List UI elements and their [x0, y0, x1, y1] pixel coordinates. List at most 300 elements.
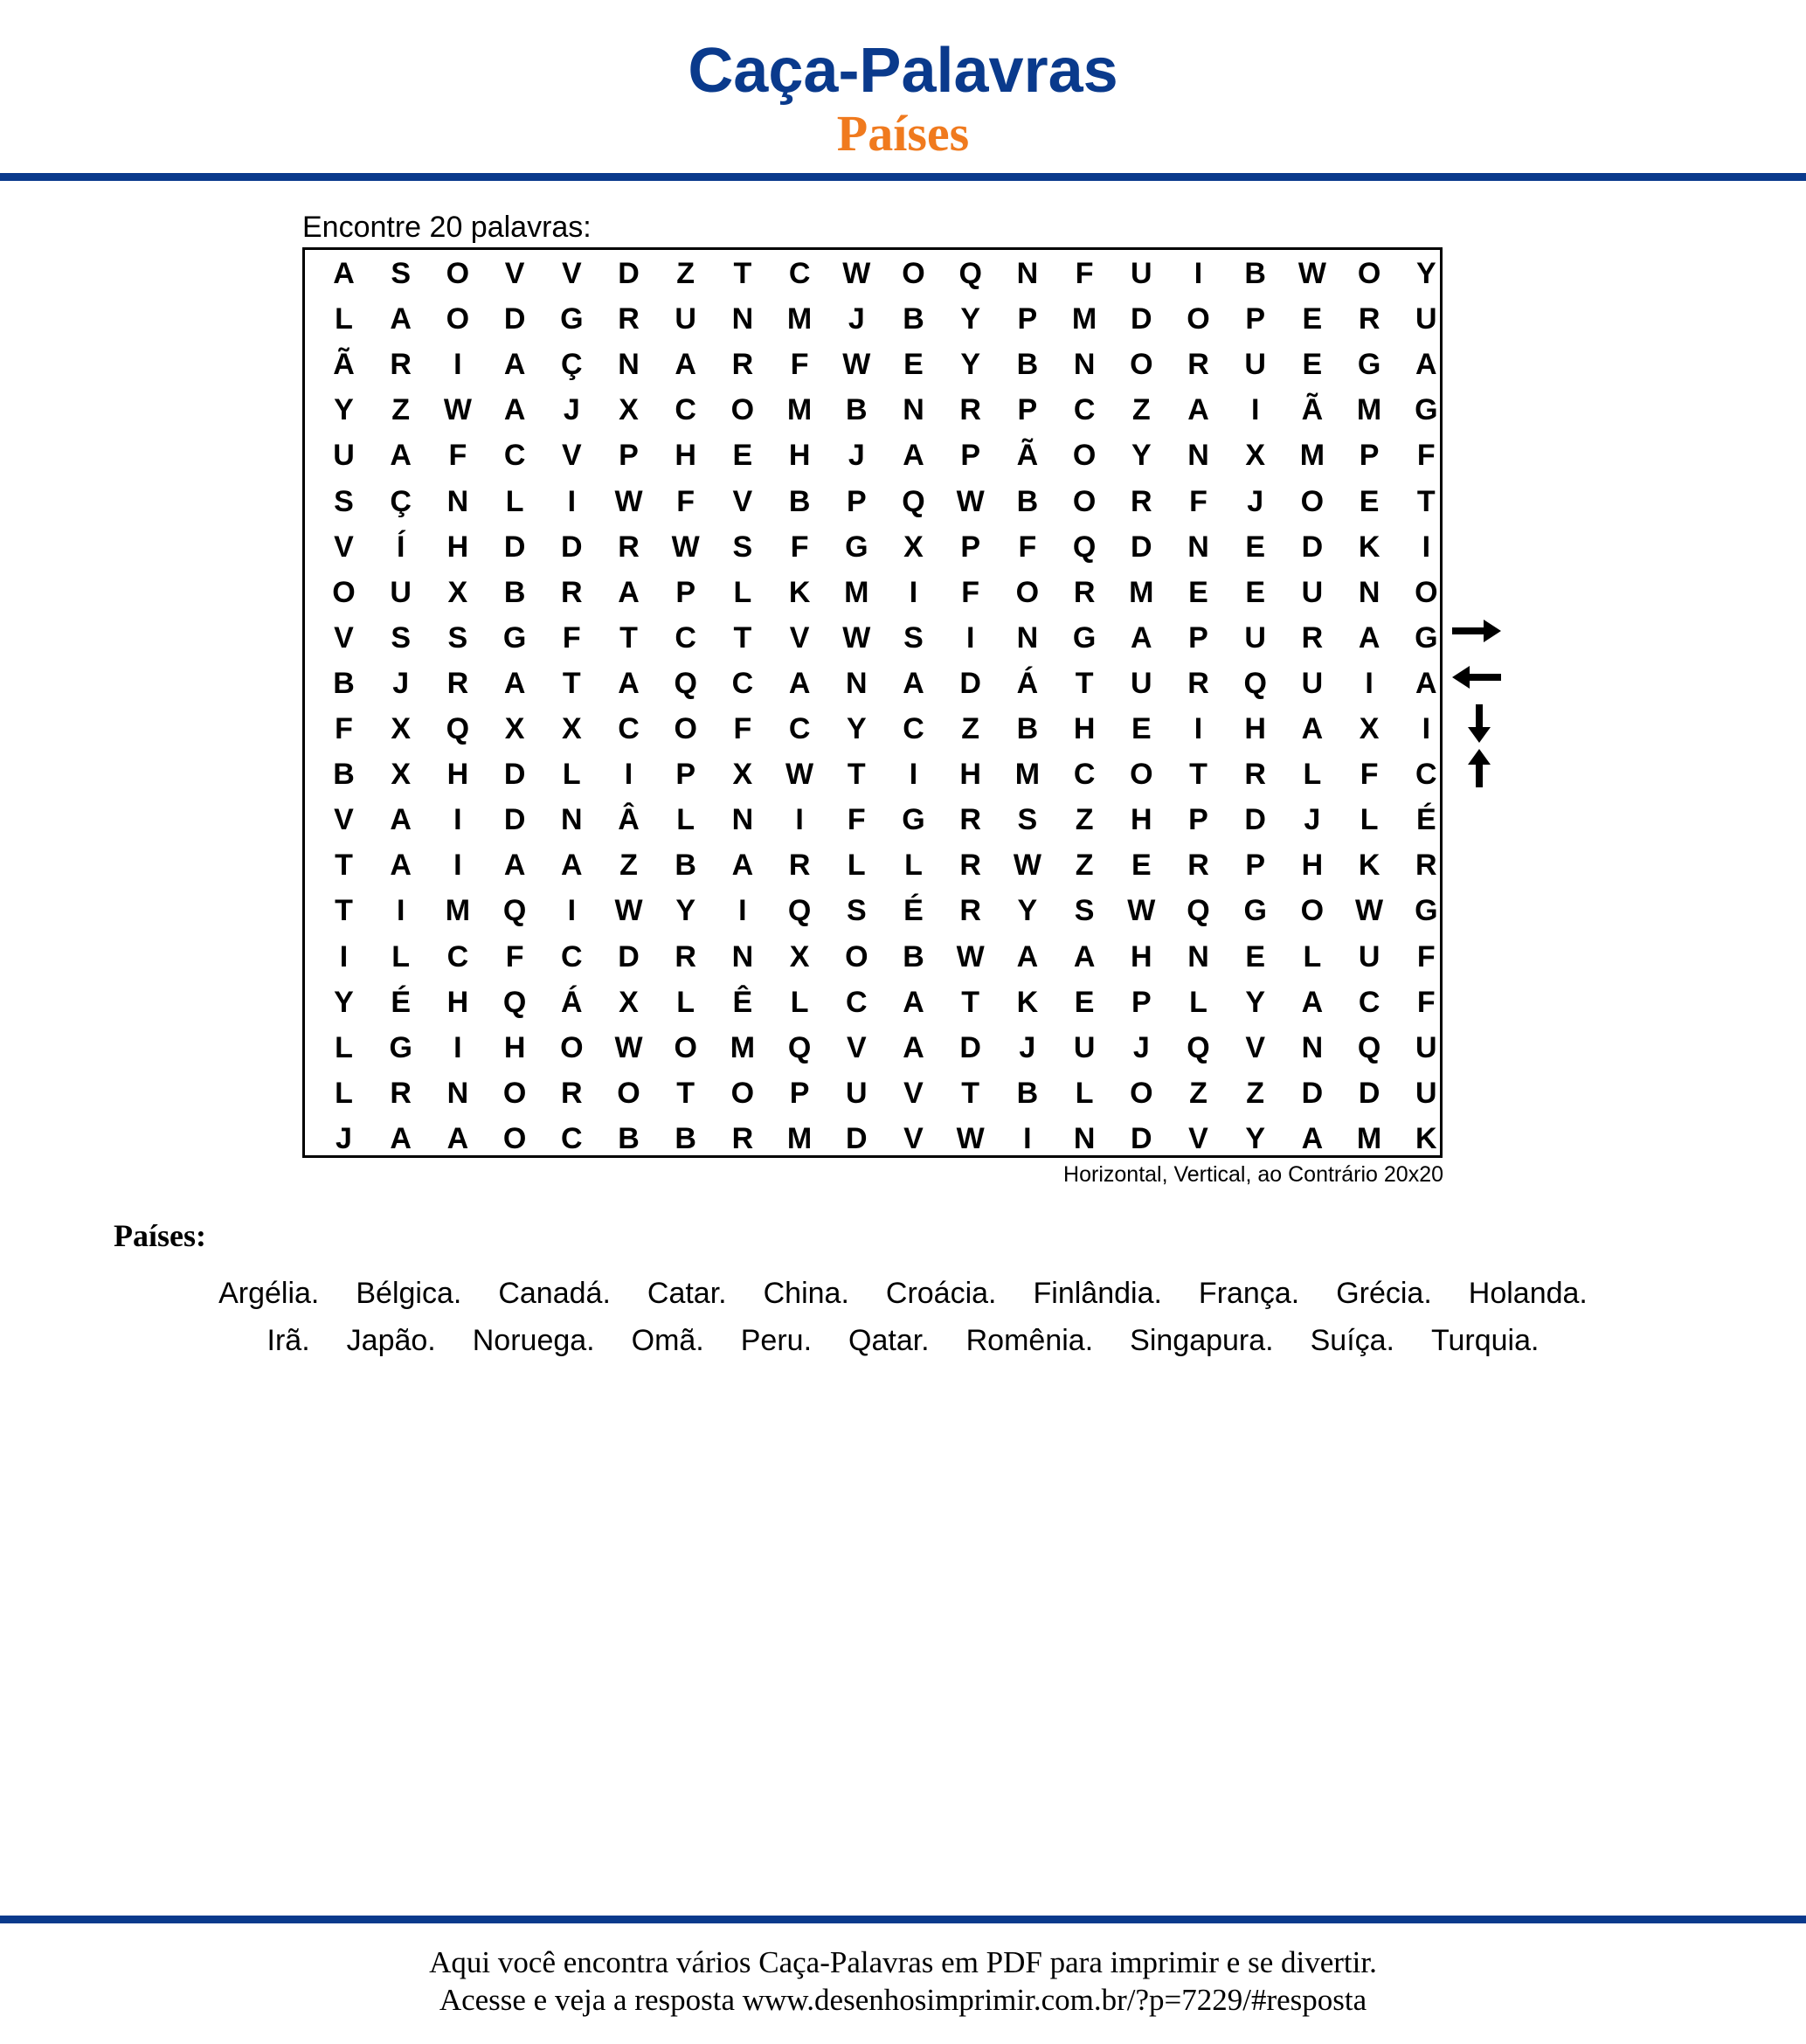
grid-letter: I — [1194, 712, 1203, 745]
grid-letter: O — [674, 1030, 697, 1064]
grid-letter: K — [788, 575, 811, 609]
grid-letter: E — [1131, 849, 1152, 883]
grid-letter: F — [790, 348, 809, 382]
grid-letter: I — [453, 1030, 462, 1064]
word-list-row — [0, 1274, 1806, 1313]
grid-letter: I — [396, 894, 405, 928]
grid-letter: A — [390, 302, 412, 336]
grid-letter: A — [503, 393, 526, 427]
grid-letter: A — [903, 1030, 924, 1064]
grid-letter: O — [1300, 484, 1325, 518]
grid-letter: M — [786, 1121, 813, 1155]
grid-letter: Q — [1072, 530, 1097, 564]
grid-letter: N — [1187, 439, 1209, 473]
grid-letter: O — [1415, 575, 1438, 609]
grid-letter: R — [1187, 348, 1209, 382]
word-search-grid — [302, 247, 1443, 1158]
grid-letter: T — [335, 894, 353, 928]
grid-letter: N — [903, 393, 924, 427]
grid-letter: H — [1244, 712, 1266, 745]
grid-letter: R — [1415, 849, 1437, 883]
word-list-item: Qatar. — [848, 1324, 930, 1357]
grid-letter: N — [446, 1076, 469, 1110]
word-list-item: Bélgica. — [356, 1277, 462, 1310]
grid-letter: D — [503, 302, 526, 336]
grid-letter: F — [1189, 484, 1207, 518]
grid-letter: L — [1303, 939, 1322, 973]
grid-letter: A — [903, 439, 924, 473]
word-list-item: Peru. — [740, 1324, 813, 1357]
grid-letter: W — [956, 484, 985, 518]
word-list-item: Grécia. — [1336, 1277, 1432, 1310]
grid-letter: X — [789, 939, 810, 973]
grid-letter: U — [1415, 1076, 1437, 1110]
grid-letter: A — [1358, 620, 1380, 655]
grid-letter: L — [847, 849, 866, 883]
grid-letter: T — [961, 1076, 980, 1110]
grid-letter: Y — [846, 712, 867, 745]
grid-letter: Ç — [390, 484, 412, 518]
grid-letter: P — [960, 439, 981, 473]
grid-letter: N — [561, 803, 583, 837]
grid-letter: I — [965, 620, 975, 655]
grid-letter: H — [446, 758, 469, 792]
grid-letter: I — [453, 803, 462, 837]
grid-letter: M — [1071, 302, 1097, 336]
grid-letter: F — [1075, 257, 1094, 290]
grid-letter: U — [390, 575, 412, 609]
grid-letter: C — [731, 666, 754, 700]
grid-letter: Á — [1016, 666, 1039, 700]
grid-letter: G — [560, 302, 584, 336]
grid-letter: E — [1245, 530, 1266, 564]
grid-letter: Y — [1415, 257, 1436, 290]
grid-letter: Q — [1243, 666, 1267, 700]
grid-letter: R — [1301, 620, 1324, 655]
grid-letter: X — [732, 758, 753, 792]
grid-letter: R — [390, 348, 412, 382]
grid-letter: O — [1130, 758, 1153, 792]
grid-letter: Ê — [732, 985, 753, 1019]
grid-letter: K — [1016, 985, 1039, 1019]
grid-letter: B — [903, 939, 924, 973]
grid-letter: R — [1244, 758, 1266, 792]
grid-letter: A — [903, 666, 924, 700]
grid-letter: O — [332, 575, 356, 609]
grid-letter: P — [1131, 985, 1152, 1019]
grid-letter: W — [614, 484, 643, 518]
grid-letter: S — [903, 620, 924, 655]
grid-letter: N — [1187, 939, 1209, 973]
grid-letter: H — [959, 758, 981, 792]
grid-letter: P — [619, 439, 639, 473]
word-list-item: Omã. — [631, 1324, 704, 1357]
grid-letter: Ã — [1301, 393, 1324, 427]
grid-letter: Á — [561, 985, 583, 1019]
grid-letter: U — [1301, 575, 1324, 609]
grid-letter: H — [788, 439, 811, 473]
grid-letter: A — [1131, 620, 1152, 655]
grid-letter: U — [333, 439, 355, 473]
grid-letter: S — [1074, 894, 1095, 928]
grid-letter: E — [732, 439, 753, 473]
grid-letter: U — [1301, 666, 1324, 700]
grid-letter: V — [504, 257, 525, 290]
grid-letter: F — [733, 712, 752, 745]
word-list-item: Suíça. — [1310, 1324, 1394, 1357]
grid-letter: P — [789, 1076, 810, 1110]
grid-letter: W — [614, 894, 643, 928]
grid-letter: A — [390, 1121, 412, 1155]
grid-letter: Ã — [1016, 439, 1039, 473]
grid-letter: U — [1131, 257, 1152, 290]
grid-letter: Y — [334, 985, 354, 1019]
grid-letter: V — [903, 1076, 924, 1110]
grid-letter: R — [959, 393, 981, 427]
grid-letter: B — [503, 575, 526, 609]
grid-letter: C — [446, 939, 469, 973]
grid-letter: W — [1013, 849, 1041, 883]
grid-letter: O — [502, 1121, 527, 1155]
grid-letter: A — [503, 849, 526, 883]
grid-letter: D — [1131, 1121, 1152, 1155]
grid-letter: O — [1187, 302, 1210, 336]
grid-letter: Q — [1187, 1030, 1210, 1064]
puzzle-instruction: Encontre 20 palavras: — [302, 211, 592, 244]
arrow-left-icon — [1450, 663, 1503, 691]
grid-letter: F — [790, 530, 809, 564]
grid-letter: I — [567, 894, 577, 928]
grid-letter: E — [1302, 302, 1323, 336]
grid-letter: O — [730, 393, 755, 427]
grid-letter: M — [1299, 439, 1325, 473]
grid-letter: L — [676, 985, 695, 1019]
grid-letter: B — [903, 302, 924, 336]
grid-letter: P — [1017, 393, 1038, 427]
grid-letter: T — [1075, 666, 1094, 700]
grid-letter: M — [445, 894, 471, 928]
grid-letter: P — [1188, 620, 1208, 655]
grid-letter: P — [846, 484, 867, 518]
grid-letter: X — [903, 530, 924, 564]
grid-letter: Ã — [333, 348, 355, 382]
grid-letter: X — [391, 712, 412, 745]
arrow-down-icon — [1465, 703, 1493, 745]
grid-letter: D — [618, 939, 640, 973]
grid-letter: D — [1131, 302, 1152, 336]
grid-letter: D — [503, 530, 526, 564]
arrow-up-icon — [1465, 747, 1493, 789]
grid-letter: V — [903, 1121, 924, 1155]
grid-letter: Y — [960, 302, 981, 336]
grid-letter: J — [848, 439, 865, 473]
grid-letter: Y — [675, 894, 696, 928]
grid-letter: A — [1415, 666, 1437, 700]
grid-letter: E — [1245, 939, 1266, 973]
grid-letter: É — [391, 985, 412, 1019]
grid-letter: U — [1131, 666, 1152, 700]
grid-letter: P — [1359, 439, 1380, 473]
grid-letter: M — [786, 302, 813, 336]
grid-letter: C — [561, 939, 583, 973]
grid-letter: D — [1358, 1076, 1380, 1110]
grid-letter: W — [956, 1121, 985, 1155]
grid-letter: C — [788, 257, 811, 290]
grid-letter: F — [676, 484, 695, 518]
word-list-item: França. — [1198, 1277, 1300, 1310]
grid-letter: G — [1243, 894, 1267, 928]
grid-letter: A — [1016, 939, 1039, 973]
grid-letter: H — [503, 1030, 526, 1064]
grid-letter: R — [1187, 849, 1209, 883]
grid-letter: O — [1072, 439, 1097, 473]
grid-letter: V — [1245, 1030, 1266, 1064]
grid-letter: D — [1244, 803, 1266, 837]
word-list-item: Canadá. — [498, 1277, 611, 1310]
grid-letter: U — [675, 302, 696, 336]
word-list-item: Finlândia. — [1033, 1277, 1162, 1310]
grid-letter: D — [561, 530, 583, 564]
grid-letter: V — [846, 1030, 867, 1064]
grid-letter: P — [1188, 803, 1208, 837]
grid-letter: G — [1415, 620, 1438, 655]
grid-letter: Q — [787, 894, 812, 928]
grid-letter: J — [1304, 803, 1321, 837]
grid-letter: A — [618, 666, 640, 700]
grid-letter: I — [1250, 393, 1260, 427]
footer-line-1: Aqui você encontra vários Caça-Palavras em PDF para imprimir e se divertir. — [429, 1945, 1377, 1979]
grid-letter: V — [789, 620, 810, 655]
grid-letter: P — [960, 530, 981, 564]
grid-letter: I — [738, 894, 747, 928]
grid-letter: I — [453, 348, 462, 382]
grid-letter: B — [675, 1121, 696, 1155]
grid-letter: X — [447, 575, 468, 609]
grid-letter: B — [846, 393, 868, 427]
grid-letter: V — [561, 439, 582, 473]
grid-letter: C — [675, 620, 696, 655]
grid-letter: Â — [618, 803, 640, 837]
grid-letter: F — [1018, 530, 1037, 564]
grid-letter: V — [334, 530, 354, 564]
grid-letter: Y — [960, 348, 981, 382]
grid-letter: N — [731, 302, 754, 336]
grid-letter: C — [1415, 758, 1437, 792]
grid-letter: U — [846, 1076, 868, 1110]
grid-letter: O — [1130, 348, 1153, 382]
grid-letter: O — [845, 939, 868, 973]
grid-letter: D — [959, 666, 981, 700]
arrow-right-icon — [1450, 617, 1503, 645]
grid-letter: F — [448, 439, 467, 473]
grid-letter: N — [446, 484, 469, 518]
grid-letter: R — [390, 1076, 412, 1110]
grid-letter: E — [1302, 348, 1323, 382]
grid-letter: N — [1016, 257, 1039, 290]
grid-letter: S — [391, 620, 412, 655]
grid-letter: L — [1075, 1076, 1094, 1110]
grid-letter: P — [675, 758, 696, 792]
grid-letter: T — [562, 666, 581, 700]
grid-letter: P — [1245, 849, 1266, 883]
grid-letter: L — [790, 985, 809, 1019]
grid-letter: X — [561, 712, 582, 745]
grid-letter: D — [618, 257, 640, 290]
word-list-item: Catar. — [647, 1277, 727, 1310]
grid-letter: I — [453, 849, 462, 883]
page-subtitle: Países — [836, 105, 970, 162]
grid-letter: B — [1016, 1076, 1039, 1110]
grid-letter: C — [903, 712, 924, 745]
grid-letter: W — [1355, 894, 1384, 928]
grid-letter: D — [503, 758, 526, 792]
grid-letter: K — [1358, 530, 1380, 564]
word-list-item: Holanda. — [1468, 1277, 1588, 1310]
grid-letter: B — [1016, 484, 1039, 518]
grid-letter: H — [1301, 849, 1324, 883]
grid-letter: Z — [961, 712, 980, 745]
grid-letter: L — [562, 758, 581, 792]
grid-letter: R — [959, 894, 981, 928]
grid-letter: C — [1073, 393, 1096, 427]
grid-letter: L — [733, 575, 752, 609]
grid-letter: W — [785, 758, 814, 792]
grid-letter: D — [1131, 530, 1152, 564]
grid-letter: C — [1073, 758, 1096, 792]
grid-letter: Z — [1189, 1076, 1207, 1110]
grid-letter: W — [842, 620, 871, 655]
grid-letter: Z — [391, 393, 411, 427]
grid-letter: R — [618, 302, 640, 336]
grid-letter: A — [1301, 985, 1324, 1019]
word-list-item: Croácia. — [885, 1277, 997, 1310]
grid-letter: R — [788, 849, 811, 883]
grid-letter: M — [1356, 1121, 1382, 1155]
grid-letter: V — [334, 803, 354, 837]
grid-letter: Z — [1131, 393, 1151, 427]
word-list-item: China. — [763, 1277, 849, 1310]
grid-letter: Z — [1246, 1076, 1265, 1110]
grid-letter: G — [902, 803, 925, 837]
grid-letter: I — [1365, 666, 1374, 700]
grid-letter: C — [503, 439, 526, 473]
grid-letter: I — [909, 758, 918, 792]
grid-letter: D — [959, 1030, 981, 1064]
grid-letter: L — [1189, 985, 1207, 1019]
grid-letter: A — [1415, 348, 1437, 382]
grid-letter: J — [336, 1121, 352, 1155]
grid-letter: P — [1245, 302, 1266, 336]
grid-letter: C — [1358, 985, 1380, 1019]
grid-letter: I — [1194, 257, 1203, 290]
grid-letter: R — [561, 1076, 583, 1110]
grid-letter: U — [1415, 302, 1437, 336]
grid-letter: P — [675, 575, 696, 609]
grid-letter: M — [1129, 575, 1154, 609]
grid-letter: Q — [502, 894, 527, 928]
grid-letter: T — [733, 620, 752, 655]
bottom-divider — [0, 1916, 1806, 1923]
grid-letter: V — [334, 620, 354, 655]
grid-letter: A — [675, 348, 696, 382]
grid-letter: T — [676, 1076, 695, 1110]
grid-letter: R — [1358, 302, 1380, 336]
grid-letter: E — [903, 348, 924, 382]
grid-letter: Z — [676, 257, 695, 290]
word-list-item: Irã. — [266, 1324, 310, 1357]
grid-letter: A — [503, 348, 526, 382]
word-list-item: Noruega. — [472, 1324, 595, 1357]
grid-letter: H — [1073, 712, 1096, 745]
grid-letter: C — [846, 985, 868, 1019]
grid-letter: N — [846, 666, 868, 700]
grid-letter: G — [1415, 393, 1438, 427]
grid-letter: F — [1416, 985, 1436, 1019]
grid-letter: R — [1073, 575, 1096, 609]
grid-letter: S — [732, 530, 753, 564]
grid-letter: W — [443, 393, 472, 427]
grid-letter: G — [845, 530, 868, 564]
grid-letter: X — [1245, 439, 1266, 473]
grid-letter: A — [390, 439, 412, 473]
grid-letter: J — [563, 393, 580, 427]
grid-letter: U — [1073, 1030, 1096, 1064]
grid-letter: X — [619, 985, 639, 1019]
grid-letter: C — [618, 712, 640, 745]
grid-letter: J — [1019, 1030, 1036, 1064]
grid-letter: W — [956, 939, 985, 973]
grid-letter: O — [617, 1076, 640, 1110]
grid-letter: H — [446, 985, 469, 1019]
grid-letter: L — [335, 302, 353, 336]
grid-letter: E — [1074, 985, 1095, 1019]
grid-letter: U — [1244, 348, 1266, 382]
grid-letter: I — [1422, 530, 1431, 564]
grid-letter: H — [675, 439, 696, 473]
grid-letter: F — [847, 803, 866, 837]
grid-letter: W — [671, 530, 700, 564]
grid-letter: F — [961, 575, 980, 609]
grid-letter: N — [1187, 530, 1209, 564]
grid-letter: C — [675, 393, 696, 427]
grid-letter: C — [561, 1121, 583, 1155]
grid-letter: N — [731, 939, 754, 973]
grid-letter: V — [1188, 1121, 1208, 1155]
grid-letter: E — [1359, 484, 1380, 518]
grid-letter: I — [567, 484, 577, 518]
grid-letter: J — [1247, 484, 1264, 518]
grid-letter: S — [846, 894, 867, 928]
grid-letter: L — [1303, 758, 1322, 792]
grid-letter: N — [731, 803, 754, 837]
grid-letter: W — [1127, 894, 1156, 928]
grid-letter: Q — [787, 1030, 812, 1064]
grid-letter: F — [1416, 939, 1436, 973]
grid-letter: X — [504, 712, 525, 745]
grid-letter: T — [961, 985, 980, 1019]
puzzle-footnote: Horizontal, Vertical, ao Contrário 20x20 — [1063, 1162, 1443, 1187]
word-list-item: Japão. — [346, 1324, 436, 1357]
grid-letter: G — [389, 1030, 412, 1064]
grid-letter: R — [959, 803, 981, 837]
word-list-item: Turquia. — [1431, 1324, 1540, 1357]
grid-letter: L — [505, 484, 524, 518]
grid-letter: T — [335, 849, 353, 883]
grid-letter: U — [1415, 1030, 1437, 1064]
grid-letter: R — [731, 348, 754, 382]
grid-letter: O — [502, 1076, 527, 1110]
grid-letter: I — [909, 575, 918, 609]
